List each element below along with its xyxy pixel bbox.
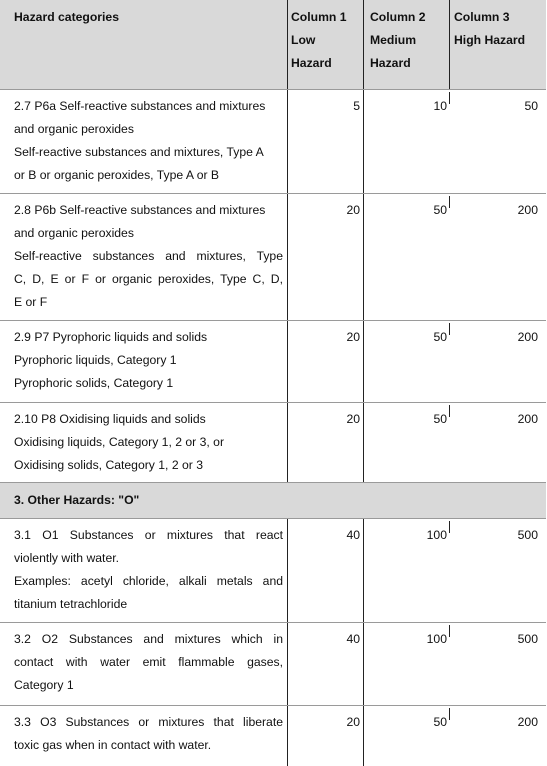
table-row bbox=[0, 519, 546, 623]
table-row bbox=[0, 403, 546, 483]
section-title: 3. Other Hazards: "O" bbox=[14, 493, 140, 507]
header-column-1 bbox=[288, 0, 364, 89]
header-column-1-line: Low bbox=[291, 33, 316, 47]
description-line: 3.2 O2 Substances and mixtures which in bbox=[14, 632, 283, 646]
hazard-description bbox=[0, 90, 288, 193]
description-line: toxic gas when in contact with water. bbox=[14, 738, 212, 752]
high-hazard-value: 50 bbox=[524, 99, 538, 113]
hazard-description bbox=[0, 623, 288, 705]
medium-hazard-cell bbox=[364, 519, 450, 622]
medium-hazard-cell bbox=[364, 706, 450, 766]
header-column-2-line: Hazard bbox=[370, 56, 411, 70]
cell-divider-tick bbox=[449, 92, 450, 104]
description-line: titanium tetrachloride bbox=[14, 597, 128, 611]
low-hazard-value: 5 bbox=[288, 90, 364, 193]
low-hazard-value: 20 bbox=[288, 321, 364, 402]
header-column-1-line: Hazard bbox=[291, 56, 332, 70]
description-line: 3.1 O1 Substances or mixtures that react bbox=[14, 528, 283, 542]
description-line: violently with water. bbox=[14, 551, 119, 565]
cell-divider-tick bbox=[449, 323, 450, 335]
medium-hazard-value: 50 bbox=[433, 412, 447, 426]
description-line: Oxidising liquids, Category 1, 2 or 3, or bbox=[14, 435, 224, 449]
table-row bbox=[0, 321, 546, 403]
hazard-description bbox=[0, 321, 288, 402]
medium-hazard-cell bbox=[364, 403, 450, 482]
description-line: 2.10 P8 Oxidising liquids and solids bbox=[14, 412, 206, 426]
description-line: or B or organic peroxides, Type A or B bbox=[14, 168, 220, 182]
table-row bbox=[0, 706, 546, 766]
description-line: Oxidising solids, Category 1, 2 or 3 bbox=[14, 458, 203, 472]
description-line: contact with water emit flammable gases, bbox=[14, 655, 283, 669]
description-line: Category 1 bbox=[14, 678, 74, 692]
header-column-3-line: Column 3 bbox=[454, 10, 510, 24]
description-line: 2.7 P6a Self-reactive substances and mixtures bbox=[14, 99, 266, 113]
description-line: Pyrophoric solids, Category 1 bbox=[14, 376, 174, 390]
medium-hazard-value: 100 bbox=[426, 632, 447, 646]
description-line: 3.3 O3 Substances or mixtures that liberate bbox=[14, 715, 283, 729]
description-line: and organic peroxides bbox=[14, 226, 134, 240]
section-heading-row bbox=[0, 483, 546, 519]
medium-hazard-value: 50 bbox=[433, 203, 447, 217]
hazard-description bbox=[0, 706, 288, 766]
description-line: 2.9 P7 Pyrophoric liquids and solids bbox=[14, 330, 208, 344]
description-line: Self-reactive substances and mixtures, Type bbox=[14, 249, 283, 263]
header-column-3 bbox=[450, 0, 546, 89]
medium-hazard-value: 50 bbox=[433, 330, 447, 344]
low-hazard-value: 40 bbox=[288, 519, 364, 622]
hazard-description bbox=[0, 519, 288, 622]
table-header bbox=[0, 0, 546, 90]
table-row bbox=[0, 90, 546, 194]
medium-hazard-cell bbox=[364, 90, 450, 193]
low-hazard-value: 20 bbox=[288, 706, 364, 766]
table-row bbox=[0, 623, 546, 706]
medium-hazard-cell bbox=[364, 623, 450, 705]
description-line: E or F bbox=[14, 295, 48, 309]
header-column-2-line: Medium bbox=[370, 33, 417, 47]
hazard-description bbox=[0, 403, 288, 482]
high-hazard-value: 200 bbox=[517, 715, 538, 729]
header-column-3-line: High Hazard bbox=[454, 33, 526, 47]
header-column-2-line: Column 2 bbox=[370, 10, 426, 24]
cell-divider-tick bbox=[449, 196, 450, 208]
medium-hazard-value: 50 bbox=[433, 715, 447, 729]
header-column-1-line: Column 1 bbox=[291, 10, 347, 24]
low-hazard-value: 20 bbox=[288, 403, 364, 482]
cell-divider-tick bbox=[449, 708, 450, 720]
description-line: Examples: acetyl chloride, alkali metals and bbox=[14, 574, 283, 588]
hazard-description bbox=[0, 194, 288, 320]
description-line: and organic peroxides bbox=[14, 122, 134, 136]
high-hazard-value: 500 bbox=[517, 632, 538, 646]
medium-hazard-value: 10 bbox=[433, 99, 447, 113]
description-line: C, D, E or F or organic peroxides, Type C, D, bbox=[14, 272, 283, 286]
cell-divider-tick bbox=[449, 521, 450, 533]
medium-hazard-value: 100 bbox=[426, 528, 447, 542]
low-hazard-value: 20 bbox=[288, 194, 364, 320]
cell-divider-tick bbox=[449, 625, 450, 637]
cell-divider-tick bbox=[449, 405, 450, 417]
header-hazard-categories: Hazard categories bbox=[0, 0, 288, 89]
high-hazard-value: 200 bbox=[517, 412, 538, 426]
description-line: Pyrophoric liquids, Category 1 bbox=[14, 353, 177, 367]
description-line: 2.8 P6b Self-reactive substances and mixtures bbox=[14, 203, 266, 217]
high-hazard-value: 200 bbox=[517, 330, 538, 344]
low-hazard-value: 40 bbox=[288, 623, 364, 705]
header-column-2 bbox=[364, 0, 450, 89]
description-line: Self-reactive substances and mixtures, Type A bbox=[14, 145, 264, 159]
high-hazard-value: 200 bbox=[517, 203, 538, 217]
medium-hazard-cell bbox=[364, 321, 450, 402]
medium-hazard-cell bbox=[364, 194, 450, 320]
table-row bbox=[0, 194, 546, 321]
high-hazard-value: 500 bbox=[517, 528, 538, 542]
